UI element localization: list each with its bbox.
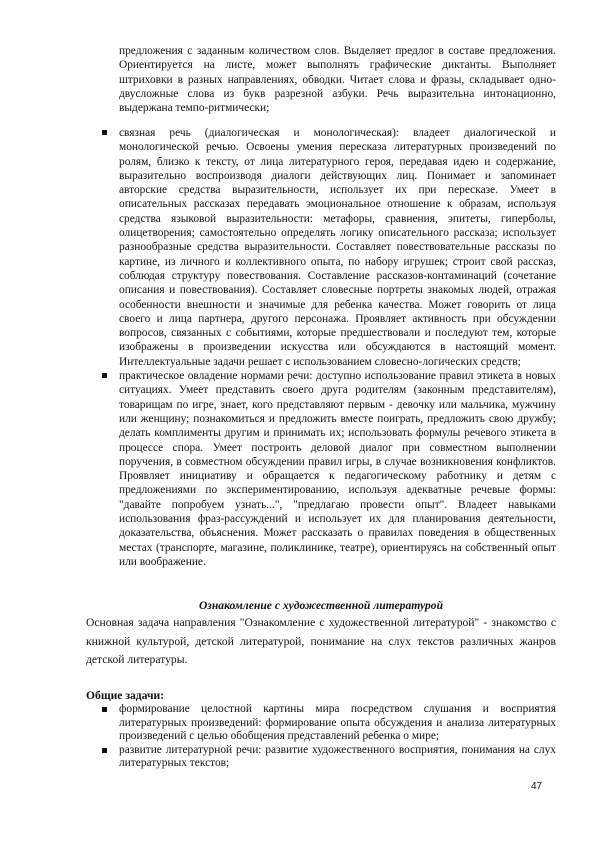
page-number: 47 [531,781,543,792]
bullet-item-coherent-speech [100,126,556,369]
tasks-list [100,703,556,771]
speech-bullet-list [100,126,556,569]
task-item [100,744,556,771]
task-item [100,703,556,744]
section-intro-paragraph: Основная задача направления "Ознакомление с художественной литературой" - знакомство с книжной культурой, детской литературой, понимание на слух текстов различных жанров детской литературы. [86,616,556,666]
bullet-item-speech-norms [100,369,556,569]
tasks-heading: Общие задачи: [86,689,165,702]
square-bullet-icon [102,748,107,753]
square-bullet-icon [102,707,107,712]
square-bullet-icon [102,130,107,135]
bullet-text: практическое овладение нормами речи: доступно использование правил этикета в новых ситуациях. Умеет представить своего друга родителям (законным представителям), товарищам по игре, знает, кого представляют первым - девочку или мальчика, мужчину или женщину; познакомиться и предложить вместе поиграть, предложить свою дружбу; делать комплименты другим и принимать их; использовать формулы речевого этикета в процессе спора. Умеет построить деловой диалог при совместном выполнении поручения, в совместном обсуждении правил игры, в случае возникновения конфликтов. Проявляет инициативу и обращается к педагогическому работнику и детям с предложениями по экспериментированию, используя адекватные речевые формы: "давайте попробуем узнать...", "предлагаю провести опыт". Владеет навыками использования фраз-рассуждений и использует их для планирования деятельности, доказательства, объяснения. Может рассказать о правилах поведения в общественных местах (транспорте, магазине, поликлинике, театре), ориентируясь на собственный опыт или воображение. [119,370,556,568]
continuation-paragraph: предложения с заданным количеством слов. Выделяет предлог в составе предложения. Ориентируется на листе, может выполнять графические диктанты. Выполняет штриховки в разных направлениях, обводки. Читает слова и фразы, складывает одно-двусложные слова из букв разрезной азбуки. Речь выразительна интонационно, выдержана темпо-ритмически; [119,45,556,115]
square-bullet-icon [102,373,107,378]
task-text: формирование целостной картины мира посредством слушания и восприятия литературных произведений: формирование опыта обсуждения и анализа литературных произведений с целью обобщения представлений ребенка о мире; [119,703,556,743]
bullet-text: связная речь (диалогическая и монологическая): владеет диалогической и монологической речью. Освоены умения пересказа литературных произведений по ролям, близко к тексту, от лица литературного героя, передавая идею и содержание, выразительно воспроизводя диалоги действующих лиц. Понимает и запоминает авторские средства выразительности, использует их при пересказе. Умеет в описательных рассказах передавать эмоциональное отношение к образам, используя средства языковой выразительности: метафоры, сравнения, эпитеты, гиперболы, олицетворения; самостоятельно определять логику описательного рассказа; использует разнообразные средства выразительности. Составляет повествовательные рассказы по картине, из личного и коллективного опыта, по набору игрушек; строит свой рассказ, соблюдая структуру повествования. Составление рассказов-контаминаций (сочетание описания и повествования). Составляет словесные портреты знакомых людей, отражая особенности внешности и значимые для ребенка качества. Может говорить от лица своего и лица партнера, другого персонажа. Проявляет активность при обсуждении вопросов, связанных с событиями, которые предшествовали и последуют тем, которые изображены в произведении искусства или обсуждаются в настоящий момент. Интеллектуальные задачи решает с использованием словесно-логических средств; [119,127,556,368]
task-text: развитие литературной речи: развитие художественного восприятия, понимания на слух литературных текстов; [119,743,556,770]
section-title: Ознакомление с художественной литературой [198,599,444,612]
